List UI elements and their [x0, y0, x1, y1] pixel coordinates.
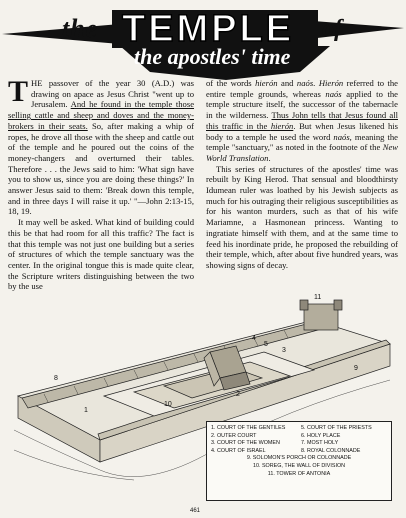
label-4: 4 [252, 335, 256, 342]
label-10: 10 [164, 401, 172, 408]
label-3: 3 [282, 347, 286, 354]
text-run: and [277, 78, 297, 88]
text-run: , meaning the temple "sanctuary," as noted in the footnote of the [206, 131, 398, 153]
title-the: the [62, 14, 99, 43]
left-column [8, 75, 195, 292]
italic-word: Hierón [318, 78, 344, 88]
italic-word: naós [325, 88, 342, 99]
text-run: of the words [206, 78, 256, 88]
text-run: So, after making a whip of ropes, he drove all those with the sheep and cattle out of the temple and he poured out the coins of the money-changers and overturned their tables. Therefore . . . the Jews said to him: 'What sign have you to show us, since you are doing these things?' In answer Jesus said to them: 'Break down this temple, and in three days I will raise it up.' "—John 2:13-15, 18, 19. [8, 120, 194, 217]
text-run: referred to the entire temple grounds, whereas [206, 78, 398, 99]
legend-grid [211, 425, 387, 455]
legend-item: 8. ROYAL COLONNADE [301, 447, 361, 454]
text-run: . [268, 152, 271, 163]
underlined-text: Thus John tells that Jesus found all this traffic in the [206, 110, 398, 131]
italic-word: naós [296, 78, 314, 88]
legend-item: 7. MOST HOLY [301, 440, 339, 447]
label-1: 1 [84, 407, 88, 414]
legend-item: 5. COURT OF THE PRIESTS [301, 425, 372, 431]
label-5: 5 [264, 341, 268, 348]
left-paragraph-1 [8, 75, 195, 217]
italic-word: naós [333, 131, 350, 142]
legend-item: 11. TOWER OF ANTONIA [267, 470, 331, 477]
page-number: 461 [190, 508, 201, 514]
italic-word: hierón [255, 78, 278, 88]
legend-item: 2. OUTER COURT [211, 432, 257, 439]
title-main: TEMPLE [122, 8, 295, 50]
underlined-italic-word: hierón [270, 120, 294, 131]
title-subtitle: the apostles' time [134, 44, 291, 69]
right-paragraph-2: This series of structures of the apostles' time was rebuilt by King Herod. That sensual and bloodthirsty Idumean ruler was loathed by his Jewish subjects as much for his outraging their religious susceptibilities as for his wanton murders, such as that of his wife Mariamne, a Hasmonean princess. Wanting to ingratiate himself with them, and at the same time to feed his inordinate pride, he proposed the rebuilding of their temple, which, after about five hundred years, was showing signs of decay. [206, 163, 398, 270]
label-2: 2 [236, 391, 240, 398]
right-paragraph-1 [206, 78, 398, 164]
text-run: applied to the temple structure itself, the successor of the tabernacle in the wilderness. [206, 88, 398, 121]
underlined-text: And he found in the temple those selling cattle and sheep and doves and the money-brokers in their seats. [8, 99, 195, 131]
title-banner [0, 6, 406, 80]
label-8: 8 [54, 375, 58, 382]
left-paragraph-2: It may well be asked. What kind of building could this be that had room for all this traffic? The fact is that this temple was not just one building but a series of structures of which the temple sanctuary was the center. In the original tongue this is made quite clear, the Scripture writers distinguishing between the two by the use [8, 217, 194, 292]
legend-item: 3. COURT OF THE WOMEN [211, 440, 280, 447]
legend-item: 10. SOREG, THE WALL OF DIVISION [252, 462, 346, 469]
label-9: 9 [354, 365, 358, 372]
text-run: . But when Jesus likened his body to a temple he used the word [206, 120, 399, 142]
legend-item: 9. SOLOMON'S PORCH OR COLONNADE [246, 455, 352, 462]
label-11: 11 [314, 294, 322, 301]
text-run: . [313, 78, 319, 88]
legend-item: 1. COURT OF THE GENTILES [211, 425, 286, 431]
illustration-legend [206, 421, 392, 501]
title-of: of [322, 16, 342, 42]
dropcap: T [8, 75, 29, 108]
italic-word: New World Translation [206, 142, 398, 163]
text-run: HE passover of the year 30 (A.D.) was drawing on apace as Jesus Christ "went up to Jerusalem. [31, 78, 194, 110]
right-column [206, 78, 398, 271]
legend-item: 4. COURT OF ISRAEL [211, 447, 266, 454]
legend-item: 6. HOLY PLACE [301, 432, 341, 439]
